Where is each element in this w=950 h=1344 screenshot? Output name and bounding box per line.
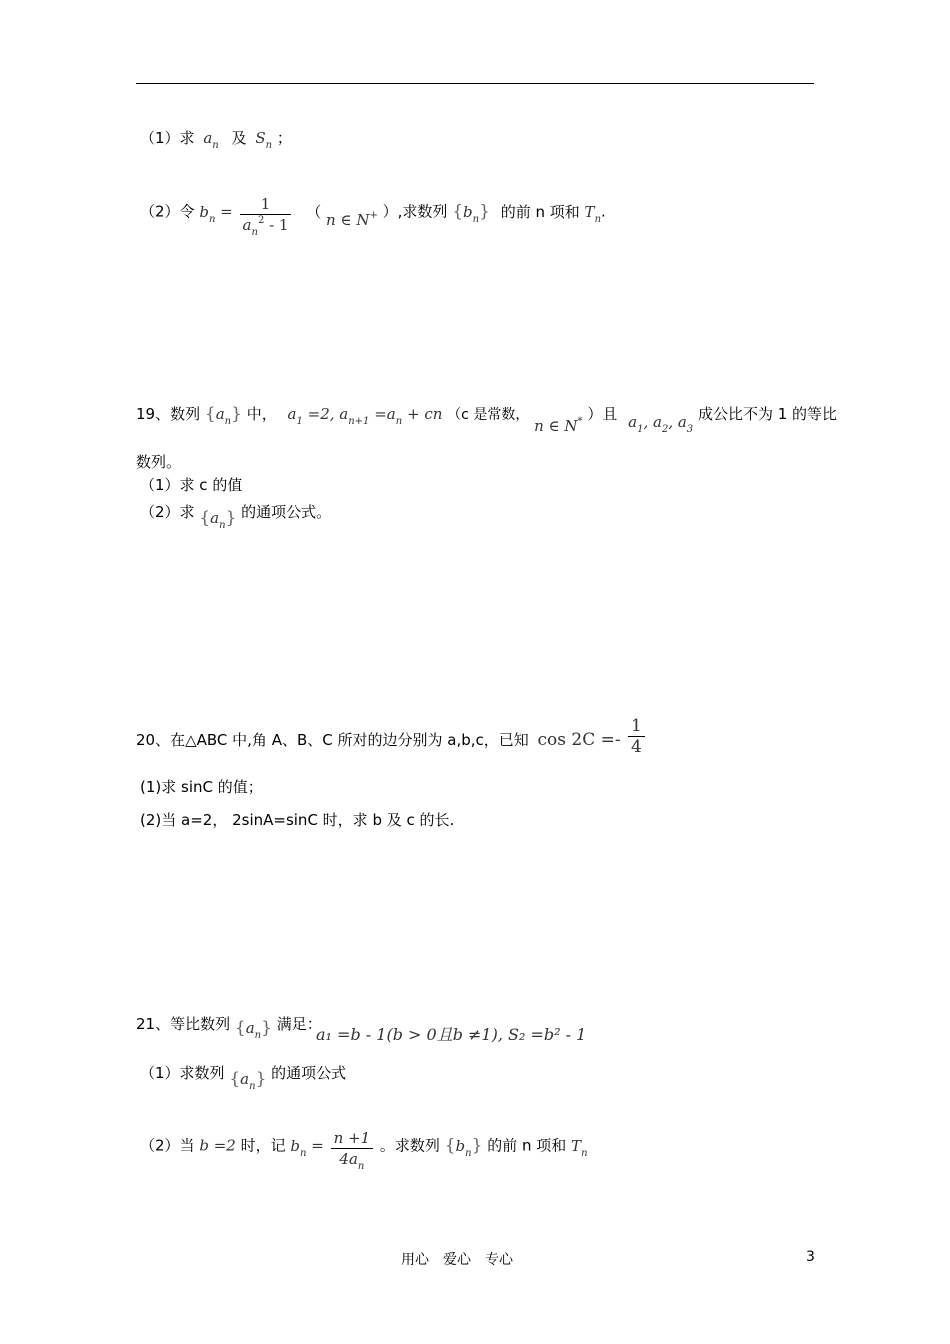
q21-part2: （2）当 b =2 时，记 $b_n$ = $\frac{n +1}{4a_n}$ 。求数列 $\{b_n\}$ 的前 n 项和 $T_n$ <box>140 1129 588 1172</box>
q18-paren-close: ）,求数列 <box>382 202 448 221</box>
q18-frac-num: 1 <box>240 194 292 215</box>
q21-condition: a₁ =b - 1(b > 0且b ≠1), S₂ =b² - 1 <box>316 1025 587 1044</box>
q21-p2-end: 。求数列 <box>379 1136 440 1155</box>
q21-frac-den: $4a_n$ <box>339 1150 365 1172</box>
math-b-n: $b_n$ <box>455 1136 472 1159</box>
q19-end: 成公比不为 1 的等比 <box>697 405 838 423</box>
q18-end: . <box>601 202 606 221</box>
math-n-in-N: n ∈ N* <box>534 416 583 435</box>
q21-p1-end: 的通项公式 <box>271 1064 347 1082</box>
q21-part1: （1）求数列 $\{a_n\}$ 的通项公式 <box>140 1064 347 1092</box>
q19-line2: 数列。 <box>136 453 182 471</box>
q19-zhong: 中， <box>246 405 277 423</box>
q20-part2: (2)当 a=2， 2sinA=sinC 时，求 b 及 c 的长. <box>140 811 455 829</box>
seq-brace: { <box>234 1018 246 1038</box>
q19-recurrence: $a_1 =2$, $a_{n+1} =a_n$ + cn <box>287 405 443 427</box>
math-s-n: $S_n$ <box>255 129 273 151</box>
math-t-n: $T_n$ <box>571 1136 588 1159</box>
q20-text: 20、在△ABC 中,角 A、B、C 所对的边分别为 a,b,c，已知 <box>136 731 529 749</box>
footer-slogan: 用心 爱心 专心 <box>401 1252 513 1268</box>
q19-c-text: （c 是常数， <box>447 407 530 423</box>
math-a-n: $a_n$ <box>203 129 219 151</box>
q18-p1-end: ； <box>276 129 292 147</box>
q18-sum-text: 的前 n 项和 <box>500 202 580 221</box>
q19-part2: （2）求 $\{a_n\}$ 的通项公式。 <box>140 503 332 531</box>
q20-part1: (1)求 sinC 的值； <box>140 778 263 796</box>
q18-p2-label: （2）令 <box>140 202 195 221</box>
math-a-n: $a_n$ <box>245 1019 262 1041</box>
seq-brace: { <box>204 404 216 424</box>
q21-p1-label: （1）求数列 <box>140 1064 225 1082</box>
q19-p2-label: （2）求 <box>140 503 195 521</box>
seq-brace: { <box>444 1135 456 1156</box>
q19-start: 19、数列 <box>136 405 201 423</box>
q21-p2-sum: 的前 n 项和 <box>487 1136 567 1155</box>
q21-end: 满足： <box>276 1015 322 1033</box>
seq-brace: { <box>452 201 464 222</box>
q18-p1-and: 及 <box>231 129 247 147</box>
math-a-n: $a_n$ <box>215 405 232 427</box>
math-b-n: $b_n$ <box>199 202 216 225</box>
math-b-n: $b_n$ <box>463 202 480 225</box>
q19-p2-end: 的通项公式。 <box>241 503 332 521</box>
seq-brace: { <box>199 508 211 528</box>
q19-line1: 19、数列 $\{a_n\}$ 中， $a_1 =2$, $a_{n+1} =a_n$ + cn （c 是常数， n ∈ N* ）且 $a_1$, $a_2$, $a_3$ 成公比不为 1 的等比 <box>136 404 838 435</box>
math-a1-a2-a3: $a_1$, $a_2$, $a_3$ <box>628 413 694 435</box>
q21-fraction <box>331 1128 374 1172</box>
q21-p2-label: （2）当 <box>140 1136 195 1155</box>
seq-brace: { <box>229 1069 241 1089</box>
q18-paren-open: （ <box>306 202 322 221</box>
math-n-in-N: n ∈ N+ <box>326 209 378 229</box>
q19-qie: ）且 <box>587 405 618 423</box>
q21-frac-num: n +1 <box>331 1128 374 1149</box>
q20-frac-den: 4 <box>631 737 642 757</box>
q20-frac-num: 1 <box>628 716 645 737</box>
q21-p2-mid: 时，记 <box>240 1136 286 1155</box>
q18-fraction <box>240 194 292 238</box>
math-a-n: $a_n$ <box>210 509 226 531</box>
q20-cos-expr: cos 2C =- <box>537 730 621 750</box>
q18-p1-label: （1）求 <box>140 129 195 147</box>
q21-p2-cond: b =2 <box>199 1136 236 1155</box>
q20-fraction <box>628 716 645 757</box>
q18-frac-den: $a_n^2 - 1$ <box>242 215 289 238</box>
q21-line1: 21、等比数列 $\{a_n\}$ 满足： <box>136 1015 322 1041</box>
math-b-n: $b_n$ <box>290 1136 307 1159</box>
q21-start: 21、等比数列 <box>136 1015 231 1033</box>
header-rule <box>136 83 814 84</box>
math-t-n: $T_n$ <box>584 202 602 225</box>
q18-part2: （2）令 $b_n$ = $\frac{1}{a_n^2 - 1}$ （ n ∈ N+ ）,求数列 $\{b_n\}$ 的前 n 项和 $T_n$. <box>140 195 606 238</box>
q20-line1 <box>136 730 621 750</box>
q18-part1 <box>140 128 292 151</box>
math-a-n: $a_n$ <box>240 1070 256 1092</box>
q19-part1: （1）求 c 的值 <box>140 476 243 494</box>
page-number: 3 <box>806 1249 815 1265</box>
